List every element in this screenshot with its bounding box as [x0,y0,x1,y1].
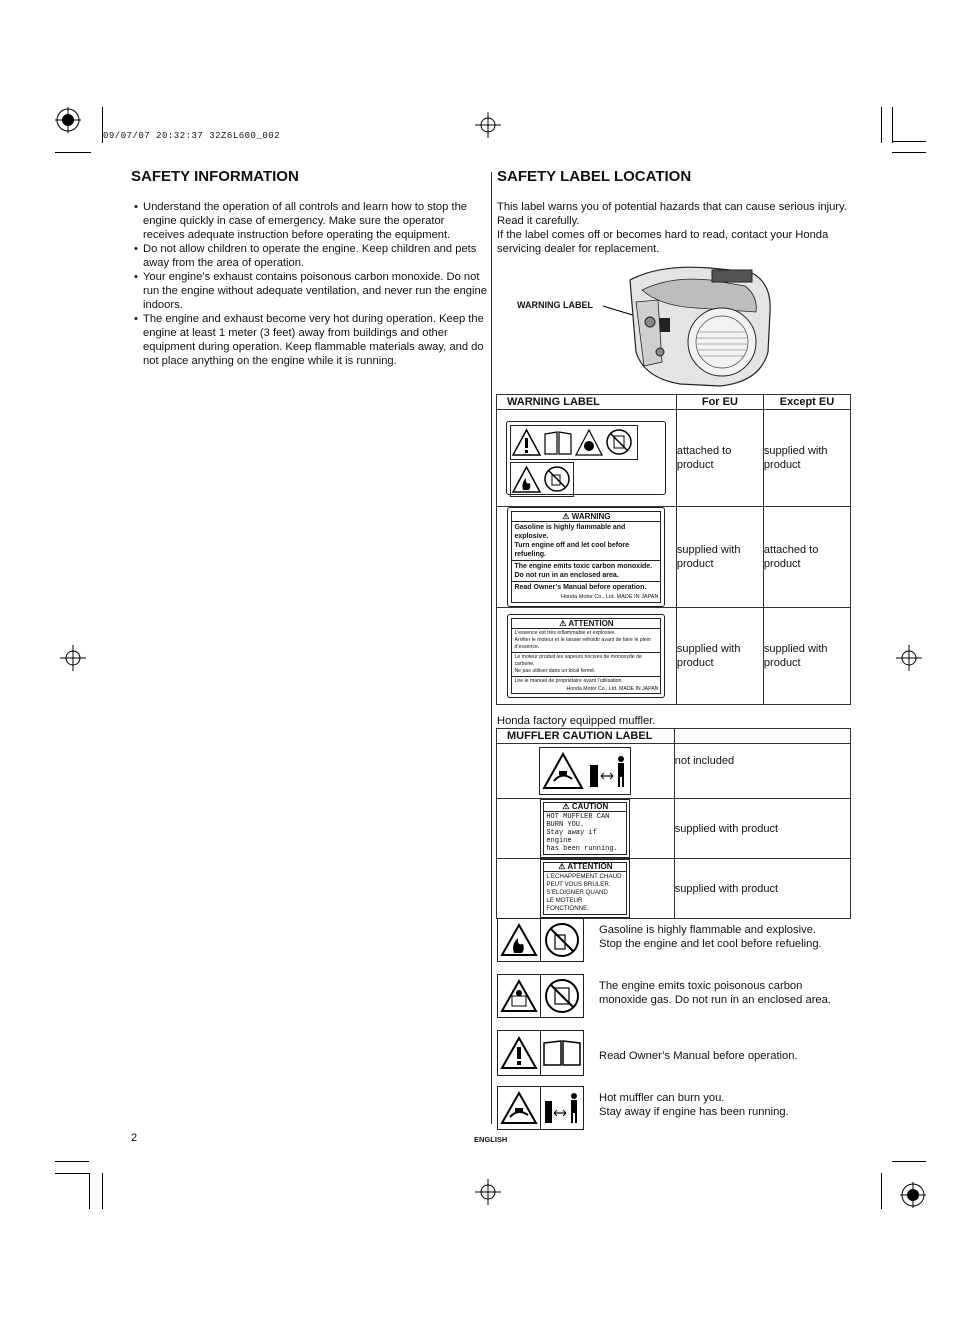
legend-line: Read Owner’s Manual before operation. [599,1050,798,1062]
pictogram-label-cell [497,410,677,507]
except-eu-cell: supplied with product [763,608,850,705]
intro-paragraph: This label warns you of potential hazards that can cause serious injury. Read it carefully. [497,201,847,227]
label-line: Le moteur produit les vapeurs nocives de monoxyde de carbone. [514,654,642,667]
label-title: CAUTION [571,802,609,811]
fire-hazard-icon [497,918,541,962]
col-header-warning-label: WARNING LABEL [497,395,677,410]
hot-surface-icon [497,1086,541,1130]
english-warning-label: ⚠ WARNING Gasoline is highly flammable and explosive. Turn engine off and let cool before refueling. The engine emits toxic carbon monoxide. Do not run in an enclosed area. Read Owner’s Manual before operation. Honda Motor Co., Ltd. MADE IN JAPAN [507,507,665,607]
label-line: Ne pas utiliser dans un local fermé. [514,668,596,674]
label-title: WARNING [571,512,611,521]
label-line: Stay away if engine [546,829,597,845]
label-origin: MADE IN JAPAN [619,686,659,692]
intro-paragraph: If the label comes off or becomes hard to read, contact your Honda servicing dealer for replacement. [497,229,829,255]
table-row [497,859,851,919]
except-eu-cell: supplied with product [763,410,850,507]
legend-item [497,1030,584,1076]
for-eu-cell: supplied with product [676,608,763,705]
label-line: Lire le manuel de propriétaire avant l’utilisation. [514,678,623,684]
toxic-gas-icon [497,974,541,1018]
warning-label-table [496,394,851,705]
legend-line: Gasoline is highly flammable and explosive. [599,924,817,936]
label-maker: Honda Motor Co., Ltd. [566,686,618,692]
figure-callout: WARNING LABEL [517,300,593,310]
registration-target-icon [55,107,81,133]
safety-bullet: • Do not allow children to operate the engine. Keep children and pets away from the area of operation. [131,242,487,270]
label-line: Do not run in an enclosed area. [514,572,619,579]
keep-distance-icon [587,751,629,791]
label-line: PEUT VOUS BRULER. [546,881,611,888]
registration-target-icon [900,1182,926,1208]
crosshair-icon [60,645,86,671]
col-header-except-eu: Except EU [763,395,850,410]
muffler-caution-table [496,728,851,919]
table-row [497,744,851,799]
legend-text [599,923,822,951]
no-enclosed-area-icon [541,974,584,1018]
label-line: The engine emits toxic carbon monoxide. [514,563,653,570]
no-enclosed-area-icon [604,426,634,459]
crosshair-icon [475,112,501,138]
muffler-pictogram-cell [497,744,675,799]
muffler-pictogram-label [539,747,631,795]
engine-illustration [600,262,780,390]
legend-item [497,974,584,1018]
label-line: LE MOTEUR FONCTIONNE. [546,897,589,912]
legend-text [599,979,831,1007]
label-line: L’ECHAPPEMENT CHAUD [546,873,622,880]
french-label-cell [497,608,677,705]
language-label: ENGLISH [474,1135,508,1144]
manual-book-icon [542,426,574,459]
column-divider [491,172,492,1124]
for-eu-cell: attached to product [676,410,763,507]
manual-book-icon [541,1030,584,1076]
legend-text [599,1091,789,1119]
intro-text [497,200,853,256]
for-eu-cell: supplied with product [676,507,763,608]
col-header-muffler-caution: MUFFLER CAUTION LABEL [497,729,675,744]
safety-bullet: • The engine and exhaust become very hot during operation. Keep the engine at least 1 meter (3 feet) away from buildings and other equipment during operation. Keep flammable materials away, and do not place anything on the engine while it is running. [131,312,487,368]
muffler-caution-fr-cell [497,859,675,919]
legend-line: Stay away if engine has been running. [599,1106,789,1118]
muffler-availability-cell: not included [674,744,850,799]
hot-surface-icon [542,751,584,791]
crosshair-icon [896,645,922,671]
label-line: Gasoline is highly flammable and explosive. [514,524,626,540]
col-header-blank [674,729,850,744]
label-line: BURN YOU. [546,821,585,829]
label-line: L’essence est très inflammable et explosive. [514,630,616,636]
pictogram-label [506,421,666,495]
legend-line: monoxide gas. Do not run in an enclosed area. [599,994,831,1006]
crosshair-icon [475,1179,501,1205]
legend-item [497,1086,584,1130]
except-eu-cell: attached to product [763,507,850,608]
muffler-caution-fr-label: ⚠ ATTENTION L’ECHAPPEMENT CHAUD PEUT VOUS BRULER. S’ELOIGNER QUAND LE MOTEUR FONCTIONNE. [540,859,630,918]
label-maker: Honda Motor Co., Ltd. [561,594,616,600]
no-refuel-running-icon [541,918,584,962]
english-label-cell [497,507,677,608]
legend-item [497,918,584,962]
table-row [497,799,851,859]
col-header-for-eu: For EU [676,395,763,410]
label-title: ATTENTION [568,619,614,628]
warning-triangle-icon [511,426,542,459]
label-line: Turn engine off and let cool before refueling. [514,542,630,558]
label-title: ATTENTION [567,862,613,871]
safety-information-heading: SAFETY INFORMATION [131,168,299,185]
toxic-gas-icon [574,426,604,459]
french-warning-label: ⚠ ATTENTION L’essence est très inflammable et explosive. Arrêter le moteur et le laisser refroidir avant de faire le plein d’essence. Le moteur produit les vapeurs nocives de monoxyde de carbone. Ne pas utiliser dans un local fermé. Lire le manuel de propriétaire avant l’utilisation. Honda Motor Co., Ltd. MADE IN JAPAN [507,614,665,698]
legend-text [599,1049,798,1063]
muffler-availability-cell: supplied with product [674,799,850,859]
table-row [497,410,851,507]
label-line: HOT MUFFLER CAN [546,813,610,821]
warning-triangle-icon [497,1030,541,1076]
label-origin: MADE IN JAPAN [616,594,659,600]
muffler-availability-cell: supplied with product [674,859,850,919]
table-row [497,608,851,705]
label-line: Read Owner’s Manual before operation. [514,584,647,591]
safety-bullet-list [131,200,487,368]
muffler-caution-en-label: ⚠ CAUTION HOT MUFFLER CAN BURN YOU. Stay away if engine has been running. [540,799,630,858]
legend-line: Hot muffler can burn you. [599,1092,725,1104]
fire-hazard-icon [511,463,542,496]
legend-line: Stop the engine and let cool before refueling. [599,938,822,950]
label-line: S’ELOIGNER QUAND [546,889,608,896]
safety-bullet: • Your engine’s exhaust contains poisonous carbon monoxide. Do not run the engine without adequate ventilation, and never run the engine indoors. [131,270,487,312]
keep-distance-icon [541,1086,584,1130]
label-line: has been running. [546,845,618,853]
page-number: 2 [131,1132,138,1144]
no-refuel-running-icon [542,463,572,496]
muffler-caution-en-cell [497,799,675,859]
legend-line: The engine emits toxic poisonous carbon [599,980,803,992]
table-row [497,507,851,608]
muffler-note: Honda factory equipped muffler. [497,715,656,727]
safety-label-location-heading: SAFETY LABEL LOCATION [497,168,692,185]
label-line: Arrêter le moteur et le laisser refroidir avant de faire le plein d’essence. [514,637,651,650]
print-timestamp: 09/07/07 20:32:37 32Z6L600_002 [103,131,281,141]
safety-bullet: • Understand the operation of all controls and learn how to stop the engine quickly in case of emergency. Make sure the operator receives adequate instruction before operating the equipment. [131,200,487,242]
